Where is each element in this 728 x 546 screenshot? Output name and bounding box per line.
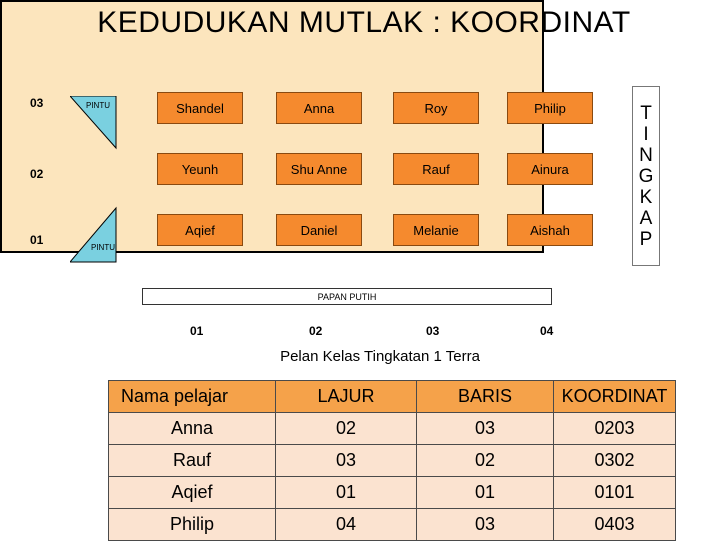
window-letter: G (638, 165, 654, 187)
cell-row: 03 (417, 509, 554, 541)
window-letter: I (643, 123, 649, 145)
header-column: LAJUR (276, 381, 417, 413)
column-label-03: 03 (426, 324, 440, 338)
cell-name: Anna (109, 413, 276, 445)
header-student-name: Nama pelajar (109, 381, 276, 413)
door-label-top: PINTU (86, 101, 110, 110)
desk-aishah: Aishah (507, 214, 593, 246)
desk-rauf: Rauf (393, 153, 479, 185)
doors-graphic (70, 96, 118, 264)
window-panel (632, 86, 660, 266)
cell-row: 01 (417, 477, 554, 509)
plan-caption: Pelan Kelas Tingkatan 1 Terra (280, 348, 480, 365)
row-label-01: 01 (30, 233, 44, 247)
desk-melanie: Melanie (393, 214, 479, 246)
door-bottom (70, 208, 116, 262)
desk-anna: Anna (276, 92, 362, 124)
desk-ainura: Ainura (507, 153, 593, 185)
cell-column: 02 (276, 413, 417, 445)
cell-column: 04 (276, 509, 417, 541)
table-row (109, 413, 676, 445)
table-header-row (109, 381, 676, 413)
column-label-02: 02 (309, 324, 323, 338)
door-label-bottom: PINTU (91, 243, 115, 252)
window-letter: P (639, 228, 653, 250)
cell-column: 01 (276, 477, 417, 509)
table-row (109, 477, 676, 509)
window-letter: T (640, 102, 652, 124)
desk-aqief: Aqief (157, 214, 243, 246)
cell-name: Rauf (109, 445, 276, 477)
desk-shu-anne: Shu Anne (276, 153, 362, 185)
window-letter: K (639, 186, 653, 208)
cell-coordinate: 0203 (554, 413, 676, 445)
cell-coordinate: 0101 (554, 477, 676, 509)
coordinate-table (108, 380, 676, 541)
cell-name: Aqief (109, 477, 276, 509)
row-label-03: 03 (30, 96, 44, 110)
cell-coordinate: 0302 (554, 445, 676, 477)
whiteboard: PAPAN PUTIH (142, 288, 552, 305)
desk-daniel: Daniel (276, 214, 362, 246)
window-letter: A (639, 207, 653, 229)
table-row (109, 509, 676, 541)
header-row: BARIS (417, 381, 554, 413)
column-label-04: 04 (540, 324, 554, 338)
row-label-02: 02 (30, 167, 44, 181)
column-label-01: 01 (190, 324, 204, 338)
cell-name: Philip (109, 509, 276, 541)
page-title: KEDUDUKAN MUTLAK : KOORDINAT (97, 6, 631, 39)
desk-shandel: Shandel (157, 92, 243, 124)
desk-roy: Roy (393, 92, 479, 124)
desk-philip: Philip (507, 92, 593, 124)
cell-column: 03 (276, 445, 417, 477)
cell-row: 02 (417, 445, 554, 477)
cell-row: 03 (417, 413, 554, 445)
header-coordinate: KOORDINAT (554, 381, 676, 413)
cell-coordinate: 0403 (554, 509, 676, 541)
desk-yeunh: Yeunh (157, 153, 243, 185)
window-letter: N (639, 144, 653, 166)
table-row (109, 445, 676, 477)
